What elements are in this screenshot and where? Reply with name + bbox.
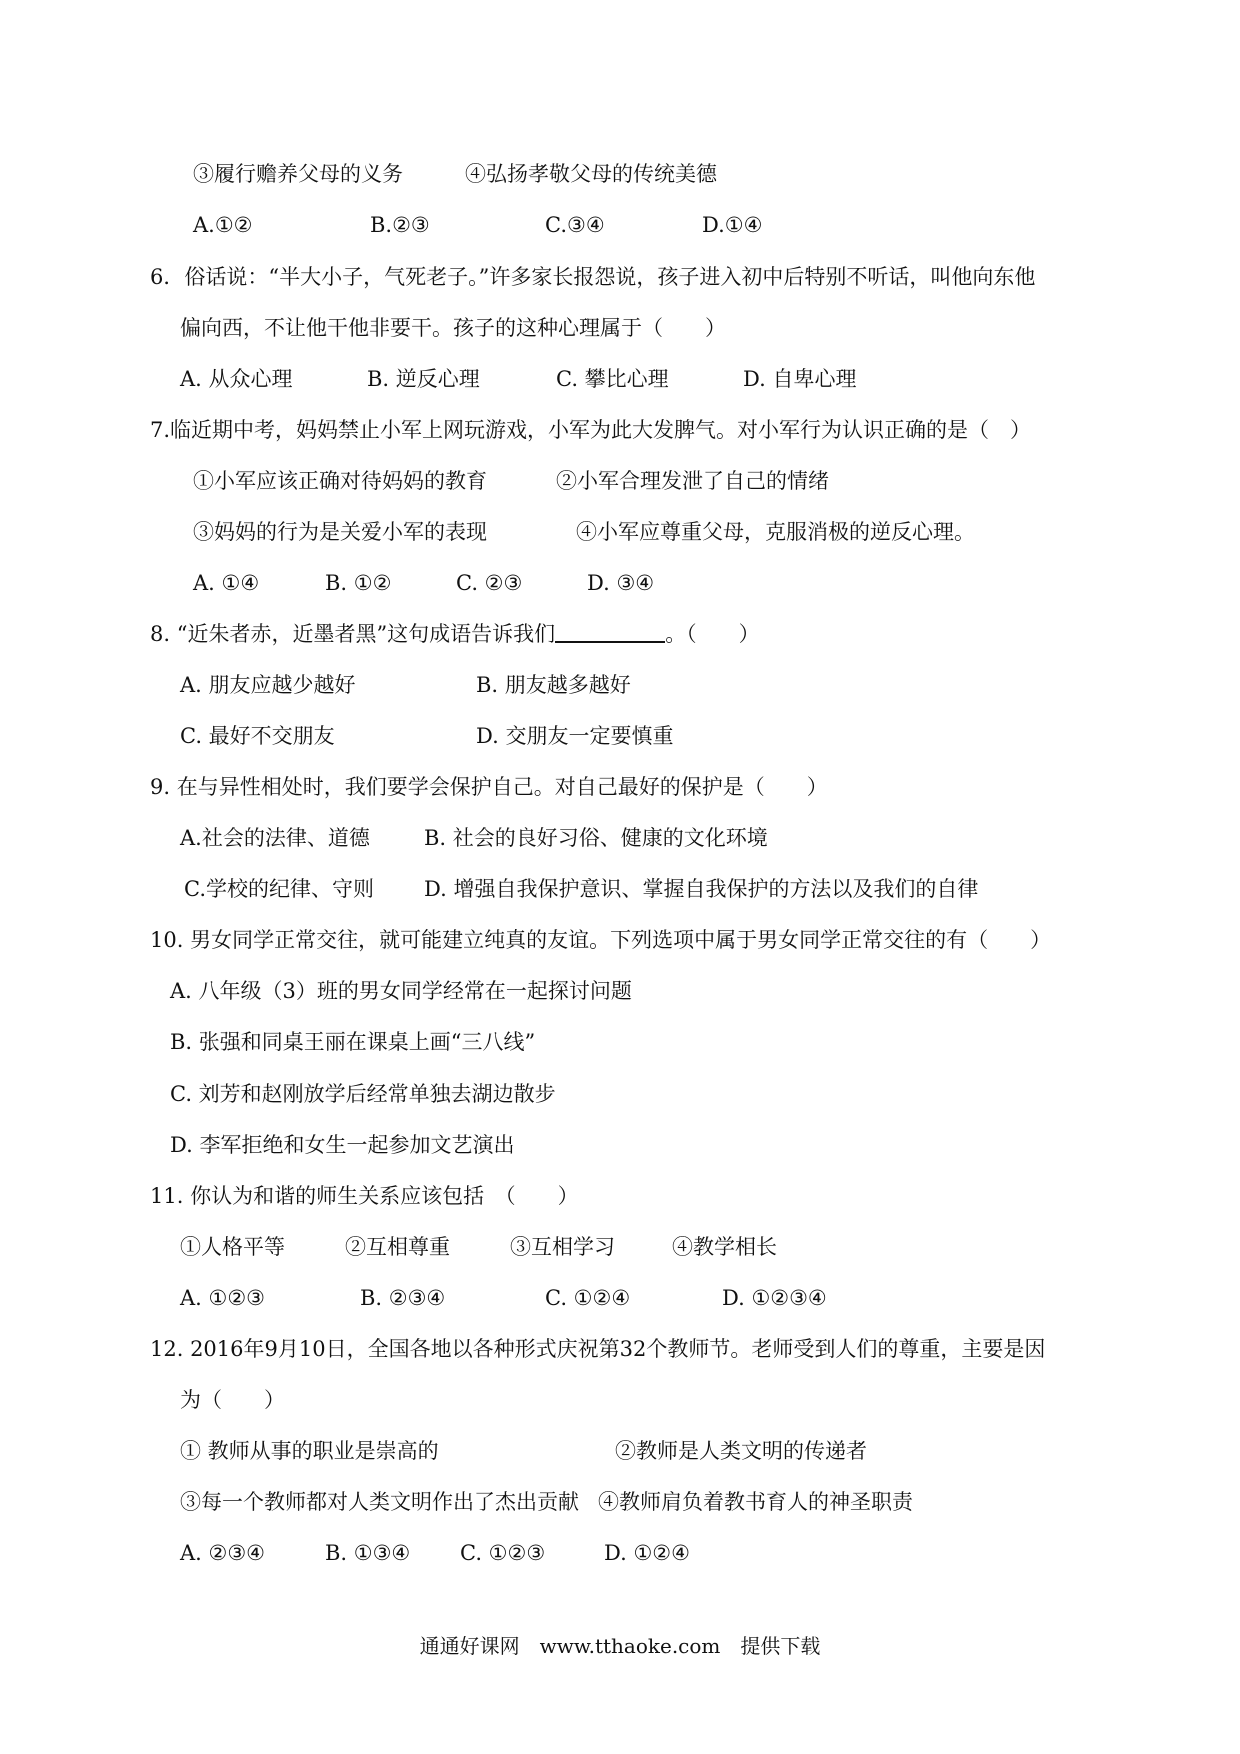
q10-choice-a: A. 八年级（3）班的男女同学经常在一起探讨问题 <box>170 979 632 1003</box>
q8-stem-bracket: 。（ ） <box>665 622 760 646</box>
q9-choice-d: D. 增强自我保护意识、掌握自我保护的方法以及我们的自律 <box>424 877 979 901</box>
q5-choice-d: D.①④ <box>702 213 763 237</box>
q9-stem: 9. 在与异性相处时，我们要学会保护自己。对自己最好的保护是（ ） <box>150 775 828 799</box>
q7-choice-a: A. ①④ <box>193 571 260 595</box>
q5-choice-b: B.②③ <box>370 213 430 237</box>
q8-choice-c: C. 最好不交朋友 <box>180 724 335 748</box>
q12-choice-c: C. ①②③ <box>460 1541 546 1565</box>
q5-choice-c: C.③④ <box>545 213 605 237</box>
q12-choice-a: A. ②③④ <box>180 1541 265 1565</box>
q7-stem: 7.临近期中考，妈妈禁止小军上网玩游戏，小军为此大发脾气。对小军行为认识正确的是（ ） <box>150 418 1032 442</box>
q11-option-1: ①人格平等 <box>180 1235 285 1259</box>
q11-option-4: ④教学相长 <box>672 1235 777 1259</box>
q7-choice-b: B. ①② <box>325 571 392 595</box>
q7-option-4: ④小军应尊重父母，克服消极的逆反心理。 <box>576 520 975 544</box>
q11-choice-b: B. ②③④ <box>360 1286 446 1310</box>
q11-choice-c: C. ①②④ <box>545 1286 631 1310</box>
q6-choice-c: C. 攀比心理 <box>556 367 669 391</box>
q10-choice-c: C. 刘芳和赵刚放学后经常单独去湖边散步 <box>170 1082 556 1106</box>
q9-choice-b: B. 社会的良好习俗、健康的文化环境 <box>424 826 768 850</box>
q12-stem-line1: 12. 2016年9月10日，全国各地以各种形式庆祝第32个教师节。老师受到人们的尊重，主要是因 <box>150 1337 1046 1361</box>
q11-choice-a: A. ①②③ <box>180 1286 265 1310</box>
q5-option-3: ③履行赡养父母的义务 <box>193 162 403 186</box>
q10-choice-d: D. 李军拒绝和女生一起参加文艺演出 <box>170 1133 515 1157</box>
q10-choice-b: B. 张强和同桌王丽在课桌上画“三八线” <box>170 1030 536 1054</box>
q12-stem-line2: 为（ ） <box>180 1388 285 1412</box>
q8-choice-a: A. 朋友应越少越好 <box>180 673 356 697</box>
q12-choice-d: D. ①②④ <box>604 1541 690 1565</box>
q11-option-3: ③互相学习 <box>510 1235 615 1259</box>
q8-answer-blank <box>555 621 665 643</box>
q8-choice-d: D. 交朋友一定要慎重 <box>476 724 674 748</box>
q6-choice-d: D. 自卑心理 <box>743 367 857 391</box>
q6-choice-a: A. 从众心理 <box>180 367 293 391</box>
q6-stem-line2: 偏向西，不让他干他非要干。孩子的这种心理属于（ ） <box>180 316 726 340</box>
q5-choice-a: A.①② <box>193 213 253 237</box>
q7-choice-d: D. ③④ <box>587 571 655 595</box>
q6-stem-line1: 6．俗话说：“半大小子，气死老子。”许多家长报怨说，孩子进入初中后特别不听话，叫他向东他 <box>150 265 1036 289</box>
q8-stem-text: 8. “近朱者赤，近墨者黑”这句成语告诉我们 <box>150 622 556 646</box>
q7-choice-c: C. ②③ <box>456 571 523 595</box>
q7-option-2: ②小军合理发泄了自己的情绪 <box>556 469 829 493</box>
q12-option-2: ②教师是人类文明的传递者 <box>615 1439 867 1463</box>
q12-option-1: ① 教师从事的职业是崇高的 <box>180 1439 439 1463</box>
q5-option-4: ④弘扬孝敬父母的传统美德 <box>465 162 717 186</box>
q11-choice-d: D. ①②③④ <box>722 1286 827 1310</box>
q12-option-3: ③每一个教师都对人类文明作出了杰出贡献 <box>180 1490 579 1514</box>
q9-choice-a: A.社会的法律、道德 <box>180 826 370 850</box>
q10-stem: 10. 男女同学正常交往，就可能建立纯真的友谊。下列选项中属于男女同学正常交往的有（ ） <box>150 928 1052 952</box>
q12-option-4: ④教师肩负着教书育人的神圣职责 <box>598 1490 913 1514</box>
q8-choice-b: B. 朋友越多越好 <box>476 673 631 697</box>
q9-choice-c: C.学校的纪律、守则 <box>184 877 374 901</box>
q11-option-2: ②互相尊重 <box>345 1235 450 1259</box>
q12-choice-b: B. ①③④ <box>325 1541 411 1565</box>
q7-option-3: ③妈妈的行为是关爱小军的表现 <box>193 520 487 544</box>
page-footer: 通通好课网 www.tthaoke.com 提供下载 <box>419 1634 821 1658</box>
q8-stem <box>150 620 760 648</box>
q11-stem: 11. 你认为和谐的师生关系应该包括 （ ） <box>150 1184 579 1208</box>
q7-option-1: ①小军应该正确对待妈妈的教育 <box>193 469 487 493</box>
q6-choice-b: B. 逆反心理 <box>367 367 480 391</box>
